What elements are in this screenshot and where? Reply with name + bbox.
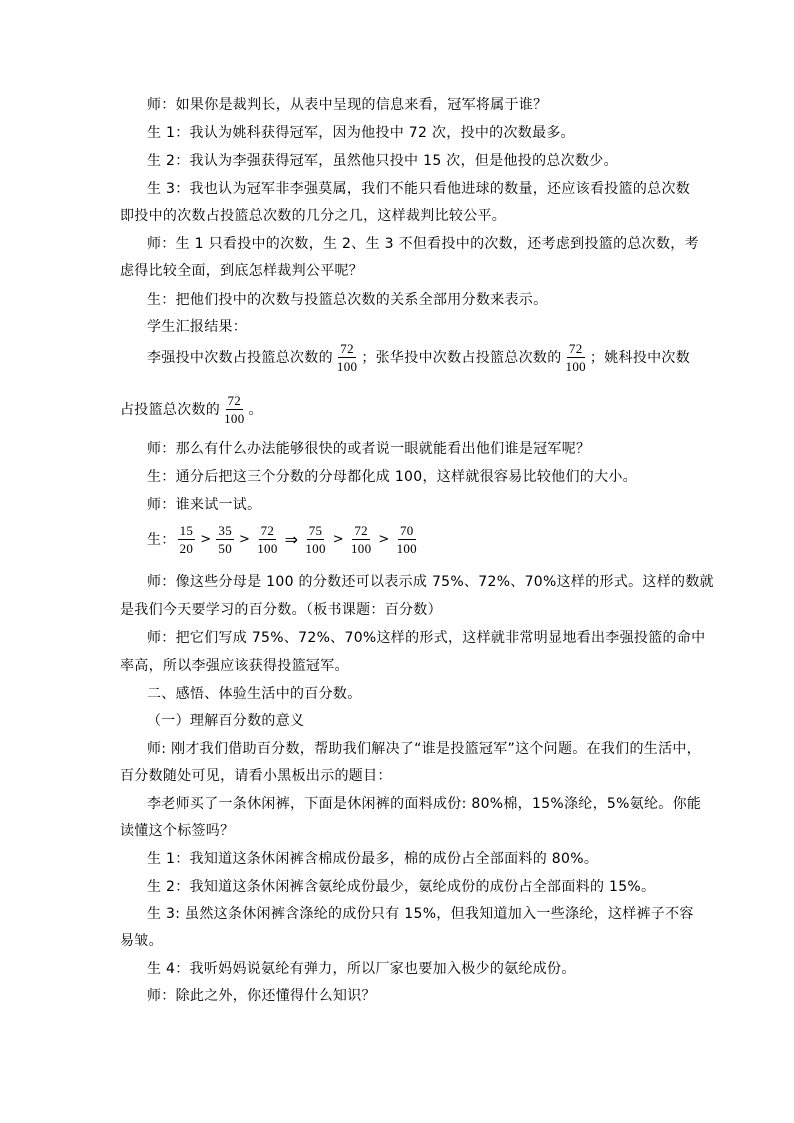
fraction <box>303 523 327 556</box>
greater-than-sign: > <box>378 531 390 547</box>
fraction-numerator: 70 <box>399 523 414 538</box>
paragraph-line: 生：通分后把这三个分数的分母都化成 100，这样就很容易比较他们的大小。 <box>147 469 637 485</box>
fraction <box>335 341 359 374</box>
paragraph-line: 师：除此之外，你还懂得什么知识？ <box>147 988 376 1004</box>
fraction-denominator: 50 <box>218 541 233 556</box>
fraction <box>395 523 419 556</box>
fraction <box>222 393 246 426</box>
fraction-line <box>147 341 690 374</box>
fraction-denominator: 100 <box>396 541 417 556</box>
fraction-denominator: 100 <box>305 541 326 556</box>
paragraph-line: 师：那么有什么办法能够很快的或者说一眼就能看出他们谁是冠军呢？ <box>147 441 591 457</box>
paragraph-line: 虑得比较全面，到底怎样裁判公平呢？ <box>120 263 364 279</box>
paragraph-line: 李老师买了一条休闲裤，下面是休闲裤的面料成份: 80%棉，15%涤纶，5%氨纶。你能 <box>147 796 702 812</box>
text-segment: ；张华投中次数占投篮总次数的 <box>361 349 562 366</box>
speaker-label: 生： <box>147 531 176 548</box>
paragraph-line: 率高，所以李强应该获得投篮冠军。 <box>120 658 349 674</box>
fraction-numerator: 72 <box>227 393 242 408</box>
text-segment: ；姚科投中次数 <box>589 349 691 366</box>
paragraph-line: 生 1：我认为姚科获得冠军，因为他投中 72 次，投中的次数最多。 <box>147 125 575 141</box>
paragraph-line: 生 4：我听妈妈说氨纶有弹力，所以厂家也要加入极少的氨纶成份。 <box>147 961 576 977</box>
paragraph-line: 师: 刚才我们借助百分数，帮助我们解决了“谁是投篮冠军”这个问题。在我们的生活中， <box>147 741 701 757</box>
paragraph-line: 生 3：我也认为冠军非李强莫属，我们不能只看他进球的数量，还应该看投篮的总次数 <box>147 181 691 197</box>
fraction-numerator: 35 <box>218 523 233 538</box>
fraction-denominator: 100 <box>224 411 245 426</box>
greater-than-sign: > <box>200 531 212 547</box>
text-segment: 。 <box>248 401 263 418</box>
fraction-numerator: 72 <box>260 523 275 538</box>
greater-than-sign: > <box>332 531 344 547</box>
paragraph-line: 师：如果你是裁判长，从表中呈现的信息来看，冠军将属于谁？ <box>147 97 548 113</box>
paragraph-line: 百分数随处可见，请看小黑板出示的题目： <box>120 768 392 784</box>
section-heading: 二、感悟、体验生活中的百分数。 <box>147 686 362 702</box>
fraction-numerator: 72 <box>568 341 583 356</box>
paragraph-line: 生 3: 虽然这条休闲裤含涤纶的成份只有 15%，但我知道加入一些涤纶，这样裤子不容 <box>147 906 694 922</box>
paragraph-line: 生 2：我认为李强获得冠军，虽然他只投中 15 次，但是他投的总次数少。 <box>147 153 618 169</box>
fraction-denominator: 20 <box>179 541 194 556</box>
fraction <box>349 523 373 556</box>
paragraph-line: 即投中的次数占投篮总次数的几分之几，这样裁判比较公平。 <box>120 208 507 224</box>
fraction-numerator: 15 <box>179 523 194 538</box>
paragraph-line: 生 1：我知道这条休闲裤含棉成份最多，棉的成份占全部面料的 80%。 <box>147 851 599 867</box>
fraction <box>255 523 279 556</box>
paragraph-line: 易皱。 <box>120 933 163 949</box>
paragraph-line: 生 2：我知道这条休闲裤含氨纶成份最少，氨纶成份的成份占全部面料的 15%。 <box>147 879 656 895</box>
paragraph-line: 是我们今天要学习的百分数。（板书课题：百分数） <box>120 602 442 618</box>
fraction-denominator: 100 <box>257 541 278 556</box>
fraction <box>178 523 196 556</box>
greater-than-sign: > <box>239 531 251 547</box>
subsection-heading: （一）理解百分数的意义 <box>147 713 305 729</box>
fraction-denominator: 100 <box>350 541 372 556</box>
fraction-line <box>120 393 263 426</box>
text-segment: 李强投中次数占投篮总次数的 <box>147 349 333 366</box>
paragraph-line: 读懂这个标签吗？ <box>120 823 235 839</box>
paragraph-line: 学生汇报结果： <box>147 319 248 335</box>
fraction-numerator: 72 <box>354 523 368 538</box>
fraction-denominator: 100 <box>336 359 358 374</box>
fraction <box>564 341 588 374</box>
fraction-denominator: 100 <box>565 359 586 374</box>
fraction <box>216 523 234 556</box>
text-segment: 占投篮总次数的 <box>120 401 221 418</box>
paragraph-line: 生：把他们投中的次数与投篮总次数的关系全部用分数来表示。 <box>147 292 548 308</box>
fraction-numerator: 75 <box>308 523 323 538</box>
paragraph-line: 师：把它们写成 75%、72%、70%这样的形式，这样就非常明显地看出李强投篮的命中 <box>147 630 706 646</box>
paragraph-line: 师：生 1 只看投中的次数，生 2、生 3 不但看投中的次数，还考虑到投篮的总次数，考 <box>147 236 699 252</box>
paragraph-line: 师：谁来试一试。 <box>147 497 262 513</box>
fraction-numerator: 72 <box>340 341 354 356</box>
paragraph-line: 师：像这些分母是 100 的分数还可以表示成 75%、72%、70%这样的形式。这样的数就 <box>147 574 714 590</box>
comparison-line <box>147 523 421 556</box>
implies-arrow: ⇒ <box>284 529 299 549</box>
